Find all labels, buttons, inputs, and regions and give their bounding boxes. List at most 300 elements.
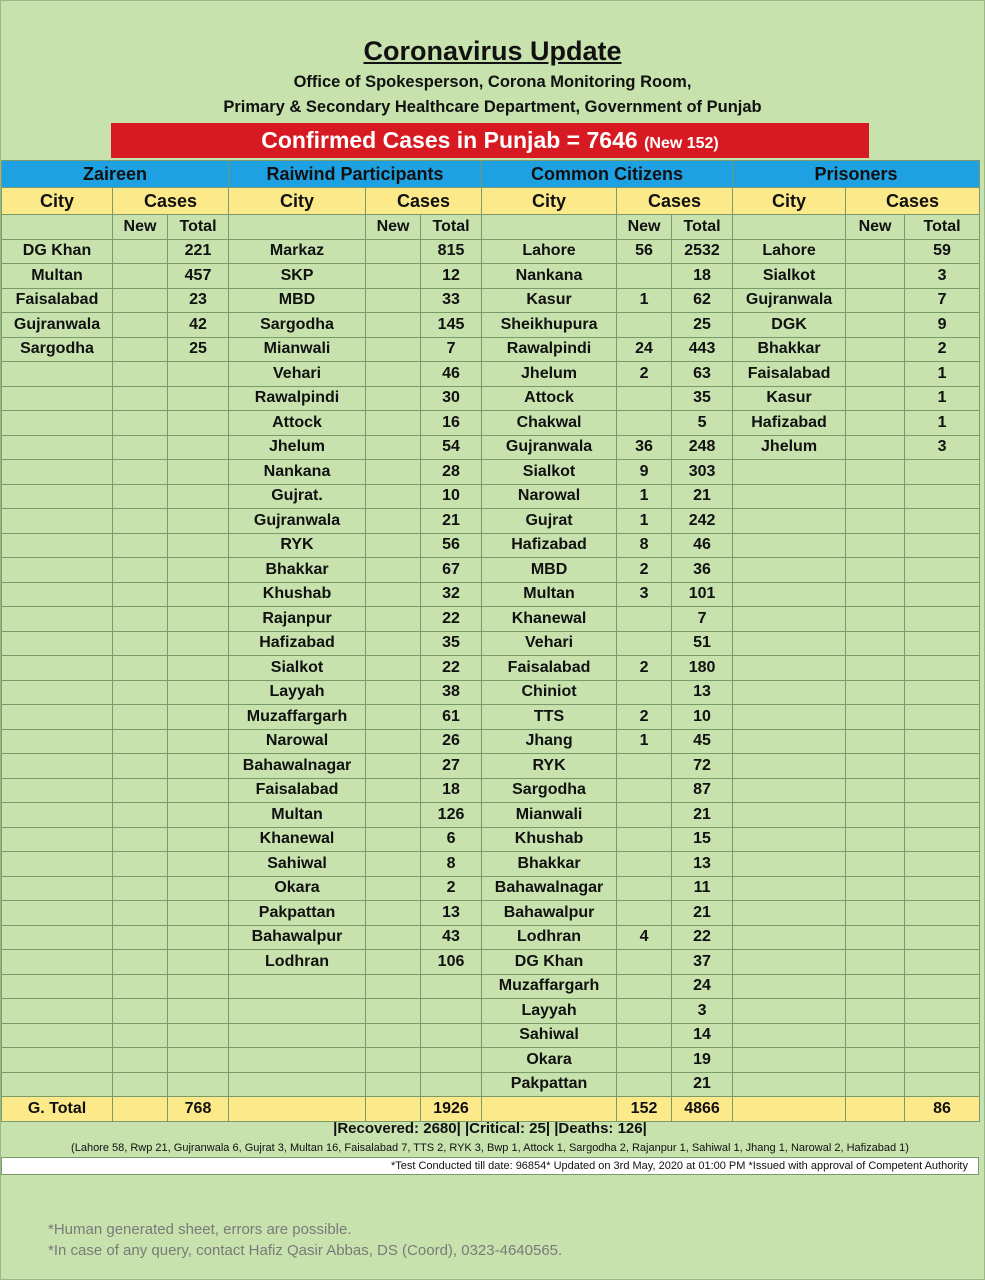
prisoners-city-cell — [733, 484, 846, 509]
citizens-city-cell: Sahiwal — [482, 1023, 617, 1048]
raiwind-total-cell: 46 — [421, 362, 482, 387]
zaireen-new-cell — [113, 852, 168, 877]
raiwind-city-cell: Jhelum — [229, 435, 366, 460]
zaireen-city-cell — [2, 631, 113, 656]
citizens-city-cell: Lodhran — [482, 925, 617, 950]
zaireen-total-cell — [168, 852, 229, 877]
citizens-new-total-cell: 152 — [617, 1097, 672, 1122]
raiwind-city-cell: Mianwali — [229, 337, 366, 362]
table-row — [2, 876, 980, 901]
zaireen-total-cell — [168, 827, 229, 852]
prisoners-total-cell — [905, 582, 980, 607]
prisoners-city-cell — [733, 803, 846, 828]
raiwind-total-cell: 43 — [421, 925, 482, 950]
prisoners-total-cell — [905, 1072, 980, 1097]
raiwind-new-cell — [366, 876, 421, 901]
table-row — [2, 827, 980, 852]
zaireen-new-cell — [113, 876, 168, 901]
citizens-city-cell: Chakwal — [482, 411, 617, 436]
raiwind-new-cell — [366, 386, 421, 411]
col-city: City — [2, 188, 113, 215]
prisoners-new-cell — [846, 607, 905, 632]
prisoners-new-cell — [846, 852, 905, 877]
citizens-city-cell: Pakpattan — [482, 1072, 617, 1097]
raiwind-total-total-cell: 1926 — [421, 1097, 482, 1122]
citizens-total-cell: 21 — [672, 484, 733, 509]
citizens-city-cell: Sheikhupura — [482, 313, 617, 338]
zaireen-city-cell — [2, 362, 113, 387]
prisoners-city-cell — [733, 533, 846, 558]
raiwind-new-cell — [366, 509, 421, 534]
raiwind-total-cell: 27 — [421, 754, 482, 779]
prisoners-total-cell — [905, 460, 980, 485]
raiwind-city-total-cell — [229, 1097, 366, 1122]
citizens-city-cell: Attock — [482, 386, 617, 411]
citizens-new-cell: 1 — [617, 509, 672, 534]
col-cases: Cases — [617, 188, 733, 215]
citizens-total-cell: 25 — [672, 313, 733, 338]
citizens-city-cell: Gujranwala — [482, 435, 617, 460]
zaireen-city-cell — [2, 680, 113, 705]
raiwind-new-cell — [366, 362, 421, 387]
prisoners-total-cell — [905, 1023, 980, 1048]
col-total: Total — [168, 215, 229, 240]
raiwind-total-cell: 21 — [421, 509, 482, 534]
citizens-new-cell — [617, 313, 672, 338]
raiwind-total-cell — [421, 1048, 482, 1073]
zaireen-city-cell: Sargodha — [2, 337, 113, 362]
zaireen-city-cell — [2, 778, 113, 803]
zaireen-new-cell — [113, 631, 168, 656]
citizens-new-cell: 3 — [617, 582, 672, 607]
zaireen-city-cell — [2, 925, 113, 950]
col-total: Total — [905, 215, 980, 240]
raiwind-total-cell: 2 — [421, 876, 482, 901]
confirmed-cases-banner — [111, 123, 869, 158]
citizens-new-cell — [617, 1048, 672, 1073]
prisoners-city-cell: Hafizabad — [733, 411, 846, 436]
zaireen-new-cell — [113, 533, 168, 558]
citizens-total-cell: 14 — [672, 1023, 733, 1048]
column-header-row — [2, 188, 980, 215]
zaireen-total-cell — [168, 558, 229, 583]
raiwind-total-cell: 38 — [421, 680, 482, 705]
citizens-new-cell: 2 — [617, 362, 672, 387]
zaireen-new-cell — [113, 827, 168, 852]
zaireen-new-cell — [113, 435, 168, 460]
citizens-city-cell: MBD — [482, 558, 617, 583]
table-row — [2, 386, 980, 411]
citizens-new-cell — [617, 852, 672, 877]
citizens-new-cell — [617, 1072, 672, 1097]
blank-cell — [2, 215, 113, 240]
zaireen-city-cell — [2, 1023, 113, 1048]
zaireen-new-cell — [113, 974, 168, 999]
group-common-citizens: Common Citizens — [482, 161, 733, 188]
zaireen-total-cell — [168, 999, 229, 1024]
zaireen-new-cell — [113, 558, 168, 583]
citizens-city-cell: Rawalpindi — [482, 337, 617, 362]
table-row — [2, 852, 980, 877]
zaireen-city-cell — [2, 1048, 113, 1073]
zaireen-total-cell — [168, 1072, 229, 1097]
raiwind-total-cell: 30 — [421, 386, 482, 411]
raiwind-total-cell: 32 — [421, 582, 482, 607]
table-row — [2, 680, 980, 705]
table-row — [2, 313, 980, 338]
zaireen-new-cell — [113, 754, 168, 779]
zaireen-new-cell — [113, 362, 168, 387]
zaireen-total-cell — [168, 974, 229, 999]
citizens-total-cell: 303 — [672, 460, 733, 485]
zaireen-total-cell — [168, 607, 229, 632]
raiwind-total-cell: 33 — [421, 288, 482, 313]
citizens-new-cell: 1 — [617, 729, 672, 754]
raiwind-new-total-cell — [366, 1097, 421, 1122]
citizens-new-cell: 36 — [617, 435, 672, 460]
col-new: New — [113, 215, 168, 240]
raiwind-new-cell — [366, 925, 421, 950]
table-row — [2, 901, 980, 926]
raiwind-new-cell — [366, 558, 421, 583]
prisoners-city-total-cell — [733, 1097, 846, 1122]
prisoners-city-cell — [733, 754, 846, 779]
cases-table — [1, 160, 980, 1122]
zaireen-total-cell — [168, 705, 229, 730]
raiwind-city-cell: RYK — [229, 533, 366, 558]
prisoners-new-cell — [846, 974, 905, 999]
table-row — [2, 778, 980, 803]
raiwind-city-cell: Khushab — [229, 582, 366, 607]
table-row — [2, 509, 980, 534]
raiwind-city-cell: Attock — [229, 411, 366, 436]
citizens-city-cell: Okara — [482, 1048, 617, 1073]
note-contact: *In case of any query, contact Hafiz Qasir Abbas, DS (Coord), 0323-4640565. — [48, 1242, 563, 1259]
citizens-total-cell: 72 — [672, 754, 733, 779]
citizens-total-cell: 443 — [672, 337, 733, 362]
prisoners-city-cell — [733, 1048, 846, 1073]
prisoners-city-cell: Gujranwala — [733, 288, 846, 313]
prisoners-city-cell — [733, 656, 846, 681]
citizens-new-cell: 9 — [617, 460, 672, 485]
citizens-city-cell: Hafizabad — [482, 533, 617, 558]
subheader-row — [2, 215, 980, 240]
citizens-city-cell: Sialkot — [482, 460, 617, 485]
prisoners-city-cell — [733, 827, 846, 852]
outcome-summary: |Recovered: 2680| |Critical: 25| |Deaths: 126| — [333, 1120, 647, 1137]
citizens-total-cell: 63 — [672, 362, 733, 387]
raiwind-city-cell: Muzaffargarh — [229, 705, 366, 730]
citizens-new-cell — [617, 778, 672, 803]
table-row — [2, 484, 980, 509]
zaireen-new-cell — [113, 288, 168, 313]
test-updated-line: *Test Conducted till date: 96854* Updated on 3rd May, 2020 at 01:00 PM *Issued with approval of Competent Authority — [1, 1157, 979, 1175]
raiwind-total-cell — [421, 999, 482, 1024]
raiwind-new-cell — [366, 680, 421, 705]
citizens-new-cell — [617, 999, 672, 1024]
citizens-total-cell: 87 — [672, 778, 733, 803]
raiwind-city-cell: SKP — [229, 264, 366, 289]
zaireen-new-cell — [113, 484, 168, 509]
raiwind-city-cell: Bahawalnagar — [229, 754, 366, 779]
prisoners-city-cell — [733, 778, 846, 803]
grand-total-row — [2, 1097, 980, 1122]
raiwind-total-cell: 13 — [421, 901, 482, 926]
citizens-total-cell: 10 — [672, 705, 733, 730]
citizens-city-cell: RYK — [482, 754, 617, 779]
prisoners-new-cell — [846, 288, 905, 313]
zaireen-new-cell — [113, 680, 168, 705]
zaireen-city-cell — [2, 607, 113, 632]
raiwind-city-cell: Bhakkar — [229, 558, 366, 583]
raiwind-new-cell — [366, 239, 421, 264]
citizens-total-cell: 22 — [672, 925, 733, 950]
prisoners-total-cell — [905, 950, 980, 975]
table-row — [2, 264, 980, 289]
citizens-total-total-cell: 4866 — [672, 1097, 733, 1122]
table-row — [2, 1023, 980, 1048]
zaireen-new-cell — [113, 778, 168, 803]
prisoners-new-cell — [846, 876, 905, 901]
prisoners-new-cell — [846, 680, 905, 705]
prisoners-total-cell: 1 — [905, 411, 980, 436]
raiwind-new-cell — [366, 631, 421, 656]
prisoners-total-cell — [905, 778, 980, 803]
zaireen-total-cell: 23 — [168, 288, 229, 313]
citizens-city-cell: Multan — [482, 582, 617, 607]
raiwind-total-cell: 6 — [421, 827, 482, 852]
prisoners-total-cell — [905, 484, 980, 509]
raiwind-new-cell — [366, 1023, 421, 1048]
prisoners-total-cell — [905, 729, 980, 754]
zaireen-new-cell — [113, 999, 168, 1024]
citizens-new-cell — [617, 607, 672, 632]
col-city: City — [482, 188, 617, 215]
prisoners-new-cell — [846, 754, 905, 779]
zaireen-city-cell — [2, 803, 113, 828]
zaireen-total-cell — [168, 362, 229, 387]
zaireen-city-cell: Multan — [2, 264, 113, 289]
table-row — [2, 974, 980, 999]
prisoners-city-cell: Sialkot — [733, 264, 846, 289]
raiwind-new-cell — [366, 460, 421, 485]
zaireen-total-cell — [168, 729, 229, 754]
citizens-city-cell: Vehari — [482, 631, 617, 656]
prisoners-city-cell: Jhelum — [733, 435, 846, 460]
citizens-city-cell: Sargodha — [482, 778, 617, 803]
zaireen-total-cell — [168, 1023, 229, 1048]
zaireen-city-cell — [2, 729, 113, 754]
raiwind-new-cell — [366, 950, 421, 975]
raiwind-new-cell — [366, 582, 421, 607]
zaireen-city-cell — [2, 484, 113, 509]
zaireen-city-cell — [2, 435, 113, 460]
citizens-new-cell: 1 — [617, 288, 672, 313]
prisoners-new-total-cell — [846, 1097, 905, 1122]
prisoners-new-cell — [846, 901, 905, 926]
citizens-city-cell: Faisalabad — [482, 656, 617, 681]
prisoners-total-cell — [905, 607, 980, 632]
citizens-total-cell: 5 — [672, 411, 733, 436]
prisoners-city-cell — [733, 999, 846, 1024]
prisoners-total-cell — [905, 631, 980, 656]
office-line: Office of Spokesperson, Corona Monitoring Room, — [293, 73, 692, 91]
prisoners-city-cell — [733, 680, 846, 705]
table-row — [2, 1072, 980, 1097]
citizens-new-cell: 24 — [617, 337, 672, 362]
citizens-city-cell: Bhakkar — [482, 852, 617, 877]
citizens-new-cell: 2 — [617, 558, 672, 583]
zaireen-city-cell — [2, 533, 113, 558]
citizens-total-cell: 11 — [672, 876, 733, 901]
prisoners-city-cell — [733, 876, 846, 901]
zaireen-total-cell — [168, 950, 229, 975]
citizens-total-cell: 13 — [672, 680, 733, 705]
table-row — [2, 460, 980, 485]
prisoners-new-cell — [846, 803, 905, 828]
citizens-city-cell: TTS — [482, 705, 617, 730]
citizens-city-cell: Gujrat — [482, 509, 617, 534]
banner-main-text: Confirmed Cases in Punjab = 7646 — [261, 127, 638, 153]
zaireen-new-cell — [113, 803, 168, 828]
raiwind-city-cell — [229, 974, 366, 999]
zaireen-city-cell — [2, 901, 113, 926]
prisoners-new-cell — [846, 1072, 905, 1097]
prisoners-city-cell — [733, 925, 846, 950]
citizens-total-cell: 19 — [672, 1048, 733, 1073]
citizens-new-cell: 4 — [617, 925, 672, 950]
citizens-new-cell — [617, 411, 672, 436]
citizens-new-cell — [617, 631, 672, 656]
raiwind-total-cell — [421, 1072, 482, 1097]
zaireen-new-cell — [113, 901, 168, 926]
prisoners-new-cell — [846, 656, 905, 681]
raiwind-city-cell — [229, 1048, 366, 1073]
zaireen-total-cell — [168, 925, 229, 950]
citizens-total-cell: 37 — [672, 950, 733, 975]
prisoners-new-cell — [846, 509, 905, 534]
prisoners-total-cell — [905, 901, 980, 926]
prisoners-new-cell — [846, 999, 905, 1024]
prisoners-new-cell — [846, 435, 905, 460]
raiwind-city-cell: Sahiwal — [229, 852, 366, 877]
prisoners-new-cell — [846, 386, 905, 411]
prisoners-total-cell: 1 — [905, 386, 980, 411]
zaireen-total-cell — [168, 411, 229, 436]
table-row — [2, 582, 980, 607]
col-city: City — [733, 188, 846, 215]
prisoners-city-cell — [733, 852, 846, 877]
raiwind-total-cell: 61 — [421, 705, 482, 730]
citizens-new-cell — [617, 264, 672, 289]
prisoners-new-cell — [846, 533, 905, 558]
raiwind-total-cell: 106 — [421, 950, 482, 975]
zaireen-new-cell — [113, 386, 168, 411]
prisoners-total-cell: 1 — [905, 362, 980, 387]
col-new: New — [846, 215, 905, 240]
citizens-new-cell — [617, 827, 672, 852]
citizens-total-cell: 3 — [672, 999, 733, 1024]
zaireen-total-total-cell: 768 — [168, 1097, 229, 1122]
prisoners-total-cell — [905, 558, 980, 583]
raiwind-city-cell: Nankana — [229, 460, 366, 485]
zaireen-city-cell — [2, 582, 113, 607]
citizens-new-cell — [617, 386, 672, 411]
prisoners-city-cell: Kasur — [733, 386, 846, 411]
zaireen-city-cell — [2, 558, 113, 583]
zaireen-total-cell: 25 — [168, 337, 229, 362]
citizens-new-cell: 2 — [617, 656, 672, 681]
prisoners-new-cell — [846, 778, 905, 803]
raiwind-total-cell: 815 — [421, 239, 482, 264]
raiwind-city-cell: Khanewal — [229, 827, 366, 852]
zaireen-new-cell — [113, 313, 168, 338]
zaireen-city-cell — [2, 950, 113, 975]
raiwind-city-cell: Bahawalpur — [229, 925, 366, 950]
zaireen-total-cell — [168, 680, 229, 705]
prisoners-city-cell — [733, 607, 846, 632]
zaireen-new-cell — [113, 239, 168, 264]
raiwind-new-cell — [366, 852, 421, 877]
table-row — [2, 362, 980, 387]
prisoners-total-cell: 59 — [905, 239, 980, 264]
citizens-total-cell: 7 — [672, 607, 733, 632]
zaireen-total-cell — [168, 509, 229, 534]
raiwind-city-cell: Narowal — [229, 729, 366, 754]
citizens-new-cell: 8 — [617, 533, 672, 558]
prisoners-city-cell — [733, 1072, 846, 1097]
col-cases: Cases — [113, 188, 229, 215]
col-total: Total — [421, 215, 482, 240]
citizens-city-cell: Bahawalnagar — [482, 876, 617, 901]
prisoners-city-cell — [733, 974, 846, 999]
raiwind-new-cell — [366, 754, 421, 779]
prisoners-new-cell — [846, 729, 905, 754]
citizens-total-cell: 242 — [672, 509, 733, 534]
raiwind-new-cell — [366, 999, 421, 1024]
citizens-city-cell: Jhang — [482, 729, 617, 754]
zaireen-city-cell — [2, 411, 113, 436]
prisoners-total-cell: 2 — [905, 337, 980, 362]
zaireen-new-cell — [113, 509, 168, 534]
zaireen-city-total-cell: G. Total — [2, 1097, 113, 1122]
zaireen-total-cell — [168, 876, 229, 901]
prisoners-city-cell — [733, 901, 846, 926]
table-row — [2, 999, 980, 1024]
citizens-total-cell: 35 — [672, 386, 733, 411]
prisoners-total-cell — [905, 827, 980, 852]
table-row — [2, 533, 980, 558]
zaireen-city-cell: Faisalabad — [2, 288, 113, 313]
citizens-city-cell: Muzaffargarh — [482, 974, 617, 999]
zaireen-total-cell — [168, 803, 229, 828]
raiwind-new-cell — [366, 705, 421, 730]
raiwind-total-cell: 126 — [421, 803, 482, 828]
group-prisoners: Prisoners — [733, 161, 980, 188]
prisoners-new-cell — [846, 460, 905, 485]
prisoners-new-cell — [846, 582, 905, 607]
zaireen-total-cell — [168, 631, 229, 656]
prisoners-total-cell — [905, 999, 980, 1024]
raiwind-city-cell — [229, 1072, 366, 1097]
raiwind-new-cell — [366, 656, 421, 681]
citizens-total-cell: 45 — [672, 729, 733, 754]
raiwind-total-cell: 35 — [421, 631, 482, 656]
citizens-city-cell: Khanewal — [482, 607, 617, 632]
raiwind-new-cell — [366, 484, 421, 509]
prisoners-total-cell — [905, 754, 980, 779]
raiwind-new-cell — [366, 337, 421, 362]
